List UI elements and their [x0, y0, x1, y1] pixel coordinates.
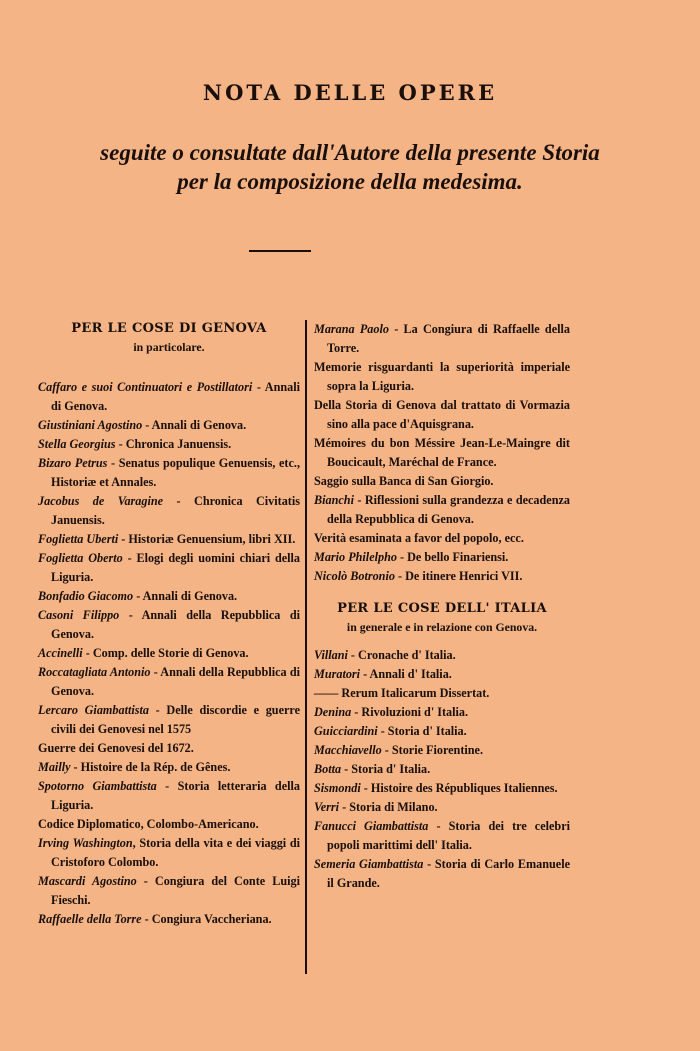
bibliography-entry [314, 646, 570, 665]
entry-title: - Annali di Genova. [142, 418, 247, 432]
bibliography-entry [314, 798, 570, 817]
entry-title: - Cronache d' Italia. [347, 648, 456, 662]
entry-author: Foglietta Uberti [38, 532, 119, 546]
entry-author: Muratori [314, 667, 361, 681]
bibliography-entry [38, 644, 300, 663]
entry-title: - Storia d' Italia. [341, 762, 431, 776]
bibliography-entry [38, 606, 300, 644]
bibliography-entry [314, 320, 570, 358]
entry-title: - Senatus populique Genuensis, etc., Historiæ et Annales. [51, 456, 300, 489]
entry-title: Saggio sulla Banca di San Giorgio. [314, 474, 494, 488]
entry-author: Giustiniani Agostino [38, 418, 143, 432]
entry-title: Mémoires du bon Méssire Jean-Le-Maingre dit Boucicault, Maréchal de France. [314, 436, 570, 469]
bibliography-entry [314, 567, 570, 586]
entry-title: - Annali della Repubblica di Genova. [51, 665, 300, 698]
bibliography-entry [314, 491, 570, 529]
entry-title: Codice Diplomatico, Colombo-Americano. [38, 817, 259, 831]
entry-author: Semeria Giambattista [314, 857, 424, 871]
entry-author: —— [314, 686, 339, 700]
entry-title: - Elogi degli uomini chiari della Liguria. [51, 551, 300, 584]
bibliography-entry [38, 758, 300, 777]
entry-title: - Annali di Genova. [51, 380, 301, 413]
title-divider [249, 250, 311, 252]
entry-title: Verità esaminata a favor del popolo, ecc. [314, 531, 524, 545]
entry-title: - Annali d' Italia. [360, 667, 452, 681]
bibliography-entry [314, 665, 570, 684]
bibliography-entry [314, 684, 570, 703]
entry-title: Rerum Italicarum Dissertat. [338, 686, 490, 700]
bibliography-entry [38, 701, 300, 739]
bibliography-entry [38, 872, 300, 910]
entry-author: Stella Georgius [38, 437, 116, 451]
bibliography-entry [314, 722, 570, 741]
subtitle-line-2: per la composizione della medesima. [177, 169, 523, 194]
bibliography-entry [314, 358, 570, 396]
entry-author: Caffaro e suoi Continuatori e Postillatori [38, 380, 253, 394]
entry-title: - Comp. delle Storie di Genova. [82, 646, 249, 660]
bibliography-entry [38, 834, 300, 872]
bibliography-entry [314, 434, 570, 472]
entry-title: - Historiæ Genuensium, libri XII. [118, 532, 296, 546]
entry-author: Bianchi [314, 493, 354, 507]
entry-author: Roccatagliata Antonio [38, 665, 151, 679]
entry-title: Guerre dei Genovesi del 1672. [38, 741, 194, 755]
subtitle-line-1: seguite o consultate dall'Autore della presente Storia [100, 140, 600, 165]
entry-title: - De itinere Henrici VII. [394, 569, 523, 583]
bibliography-entry [38, 378, 300, 416]
entry-author: Verri [314, 800, 340, 814]
bibliography-entry [314, 396, 570, 434]
section-title-genova: PER LE COSE DI GENOVA [71, 321, 267, 336]
entry-title: - Chronica Civitatis Januensis. [51, 494, 300, 527]
bibliography-entry [314, 817, 570, 855]
bibliography-entry [314, 703, 570, 722]
bibliography-entry [38, 663, 300, 701]
bibliography-entry [314, 472, 570, 491]
section-subtitle-genova: in particolare. [133, 340, 205, 354]
entry-author: Nicolò Botronio [314, 569, 395, 583]
entry-author: Foglietta Oberto [38, 551, 123, 565]
entry-title: - Storia dei tre celebri popoli marittimi dell' Italia. [327, 819, 570, 852]
entry-author: Jacobus de Varagine [38, 494, 164, 508]
bibliography-list-italia [314, 646, 570, 893]
entry-title: - Annali della Repubblica di Genova. [51, 608, 300, 641]
entry-title: - Storia di Carlo Emanuele il Grande. [327, 857, 570, 890]
bibliography-entry [38, 910, 300, 929]
bibliography-entry [38, 492, 300, 530]
entry-author: Sismondi [314, 781, 361, 795]
bibliography-entry [38, 549, 300, 587]
entry-title: - Delle discordie e guerre civili dei Genovesi nel 1575 [51, 703, 300, 736]
entry-title: Della Storia di Genova dal trattato di Vormazia sino alla pace d'Aquisgrana. [314, 398, 570, 431]
entry-title: - Storia d' Italia. [377, 724, 467, 738]
entry-author: Macchiavello [314, 743, 382, 757]
bibliography-entry [314, 548, 570, 567]
entry-author: Botta [314, 762, 342, 776]
bibliography-entry [38, 454, 300, 492]
bibliography-entry [38, 435, 300, 454]
entry-author: Casoni Filippo [38, 608, 120, 622]
entry-author: Irving Washington [38, 836, 133, 850]
page-title: NOTA DELLE OPERE [202, 80, 498, 105]
section-subtitle-italia: in generale e in relazione con Genova. [346, 620, 538, 634]
entry-author: Spotorno Giambattista [38, 779, 157, 793]
entry-title: - Congiura del Conte Luigi Fieschi. [51, 874, 300, 907]
bibliography-entry [38, 815, 300, 834]
entry-title: - De bello Finariensi. [396, 550, 509, 564]
entry-author: Denina [314, 705, 352, 719]
entry-author: Guicciardini [314, 724, 378, 738]
entry-author: Mascardi Agostino [38, 874, 137, 888]
column-divider [305, 320, 307, 974]
entry-title: - Histoire des Républiques Italiennes. [360, 781, 558, 795]
entry-title: - Chronica Januensis. [115, 437, 232, 451]
entry-author: Bonfadio Giacomo [38, 589, 134, 603]
right-column [314, 320, 570, 893]
bibliography-entry [314, 855, 570, 893]
bibliography-entry [314, 779, 570, 798]
entry-author: Mailly [38, 760, 71, 774]
entry-author: Accinelli [38, 646, 83, 660]
entry-author: Lercaro Giambattista [38, 703, 149, 717]
entry-title: - La Congiura di Raffaelle della Torre. [327, 322, 570, 355]
entry-title: - Histoire de la Rép. de Gênes. [70, 760, 231, 774]
bibliography-entry [38, 739, 300, 758]
entry-author: Villani [314, 648, 348, 662]
bibliography-entry [38, 530, 300, 549]
page-subtitle [0, 138, 700, 196]
entry-author: Raffaelle della Torre [38, 912, 142, 926]
entry-title: - Storia di Milano. [339, 800, 438, 814]
bibliography-entry [38, 587, 300, 606]
entry-title: - Congiura Vaccheriana. [141, 912, 272, 926]
entry-author: Bizaro Petrus [38, 456, 108, 470]
bibliography-entry [314, 529, 570, 548]
entry-title: Memorie risguardanti la superiorità imperiale sopra la Liguria. [314, 360, 570, 393]
left-column [38, 320, 300, 929]
entry-author: Marana Paolo [314, 322, 389, 336]
section-title-italia: PER LE COSE DELL' ITALIA [337, 601, 547, 616]
entry-author: Fanucci Giambattista [314, 819, 429, 833]
bibliography-entry [38, 416, 300, 435]
bibliography-entry [38, 777, 300, 815]
bibliography-list-genova [38, 378, 300, 929]
bibliography-entry [314, 760, 570, 779]
bibliography-entry [314, 741, 570, 760]
entry-title: - Rivoluzioni d' Italia. [351, 705, 469, 719]
entry-title: - Annali di Genova. [133, 589, 238, 603]
entry-title: - Storie Fiorentine. [381, 743, 484, 757]
entry-author: Mario Philelpho [314, 550, 397, 564]
entry-title: - Riflessioni sulla grandezza e decadenza della Repubblica di Genova. [327, 493, 570, 526]
entry-title: - Storia letteraria della Liguria. [51, 779, 300, 812]
entry-title: , Storia della vita e dei viaggi di Cristoforo Colombo. [51, 836, 300, 869]
bibliography-list-genova-cont [314, 320, 570, 586]
